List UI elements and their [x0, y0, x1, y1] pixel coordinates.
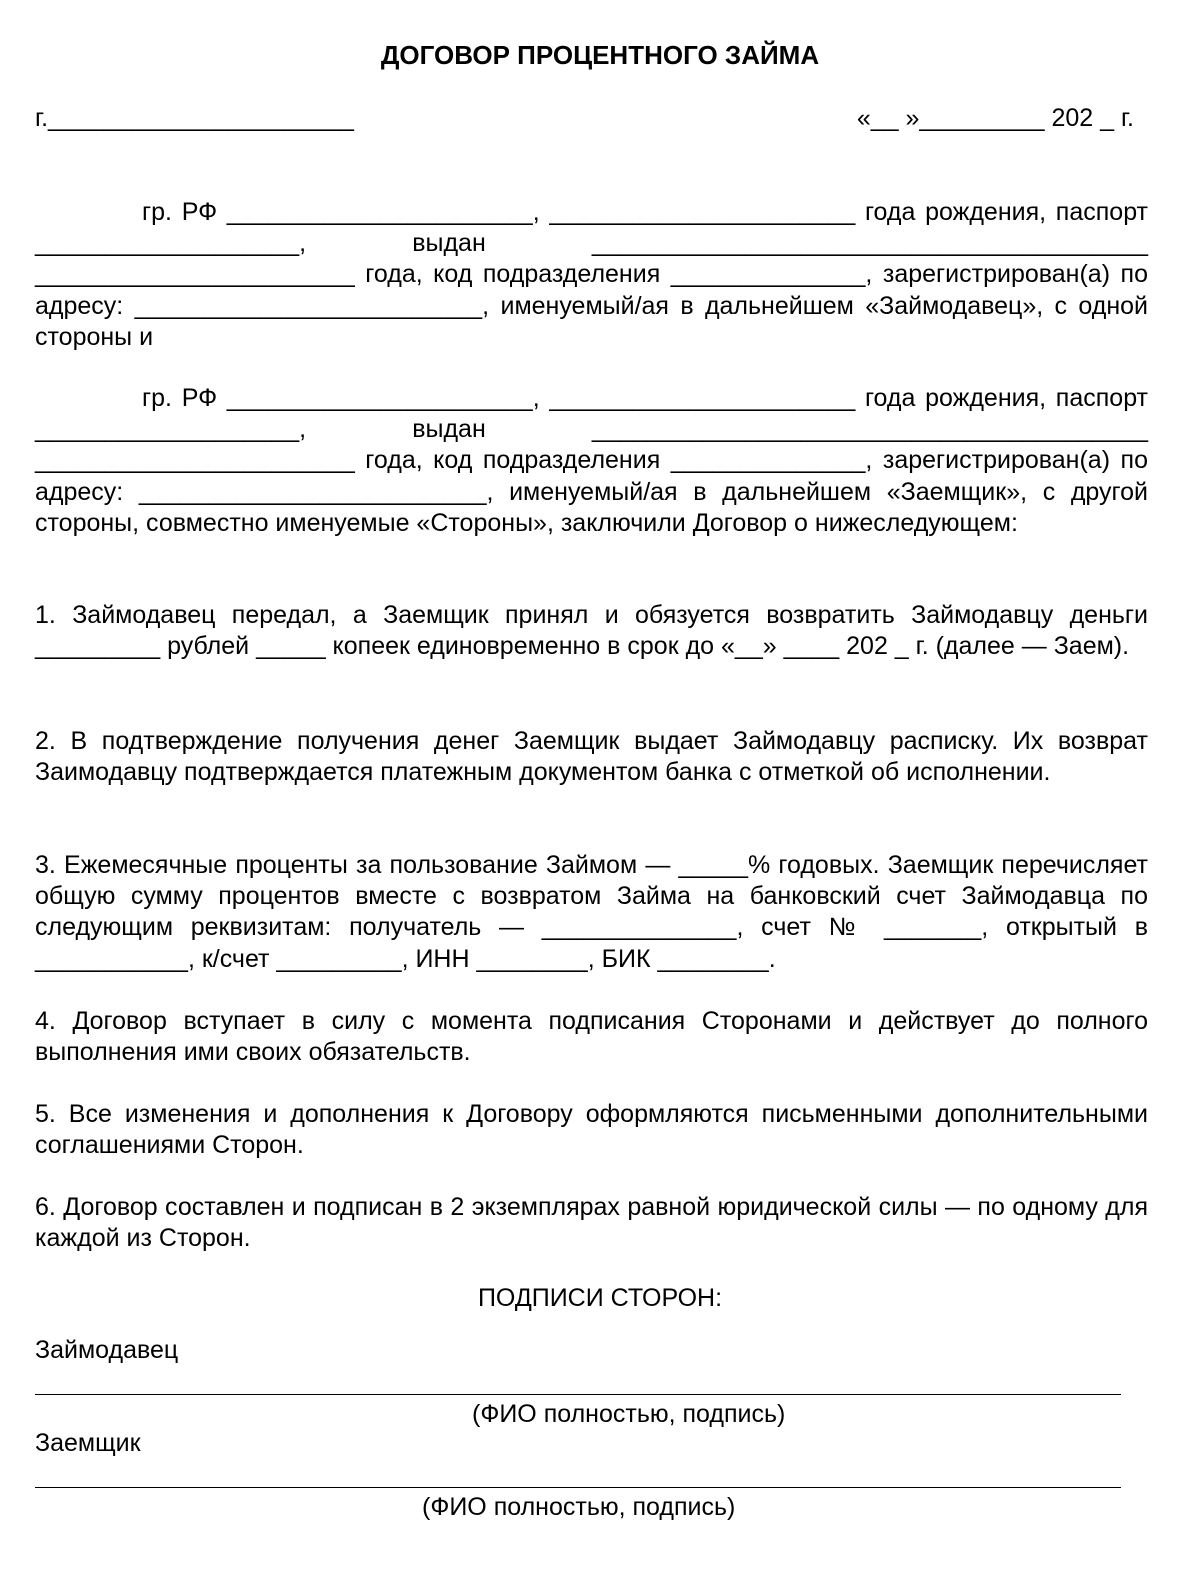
borrower-signature-caption: (ФИО полностью, подпись): [422, 1493, 736, 1521]
lender-signature-line: [35, 1394, 1121, 1395]
date-field: «__ »_________ 202 _ г.: [856, 104, 1134, 132]
signatures-heading: ПОДПИСИ СТОРОН:: [477, 1284, 723, 1312]
clause-1: 1. Займодавец передал, а Заемщик принял и обязуется возвратить Займодавцу деньги _________ рублей _____ копеек единовременно в срок до «__» ____ 202 _ г. (далее — Заем).: [35, 601, 1148, 661]
place-field: г.______________________: [35, 104, 354, 132]
lender-signature-label: Займодавец: [35, 1336, 179, 1364]
clause-2: 2. В подтверждение получения денег Заемщик выдает Займодавцу расписку. Их возврат Заимодавцу подтверждается платежным документом банка с отметкой об исполнении.: [35, 727, 1148, 787]
party-borrower-paragraph: гр. РФ ______________________, ______________________ года рождения, паспорт ___________________, выдан ________________________________________ _______________________ года, код подразделения ______________, зарегистрирован(а) по адресу: _________________________, именуемый/ая в дальнейшем «Заемщик», с другой стороны, совместно именуемые «Стороны», заключили Договор о нижеследующем:: [35, 384, 1148, 537]
document-title: ДОГОВОР ПРОЦЕНТНОГО ЗАЙМА: [380, 40, 820, 70]
clause-6: 6. Договор составлен и подписан в 2 экземплярах равной юридической силы — по одному для каждой из Сторон.: [35, 1193, 1148, 1253]
borrower-signature-label: Заемщик: [35, 1429, 141, 1457]
borrower-signature-line: [35, 1487, 1121, 1488]
clause-4: 4. Договор вступает в силу с момента подписания Сторонами и действует до полного выполнения ими своих обязательств.: [35, 1007, 1148, 1067]
lender-signature-caption: (ФИО полностью, подпись): [472, 1400, 786, 1428]
clause-3: 3. Ежемесячные проценты за пользование Займом — _____% годовых. Заемщик перечисляет общую сумму процентов вместе с возвратом Займа на банковский счет Займодавца по следующим реквизитам: получатель — ______________, счет № _______, открытый в ___________, к/счет _________, ИНН ________, БИК ________.: [35, 851, 1148, 973]
party-lender-paragraph: гр. РФ ______________________, ______________________ года рождения, паспорт ___________________, выдан ________________________________________ _______________________ года, код подразделения ______________, зарегистрирован(а) по адресу: _________________________, именуемый/ая в дальнейшем «Займодавец», с одной стороны и: [35, 198, 1148, 351]
clause-5: 5. Все изменения и дополнения к Договору оформляются письменными дополнительными соглашениями Сторон.: [35, 1100, 1148, 1160]
